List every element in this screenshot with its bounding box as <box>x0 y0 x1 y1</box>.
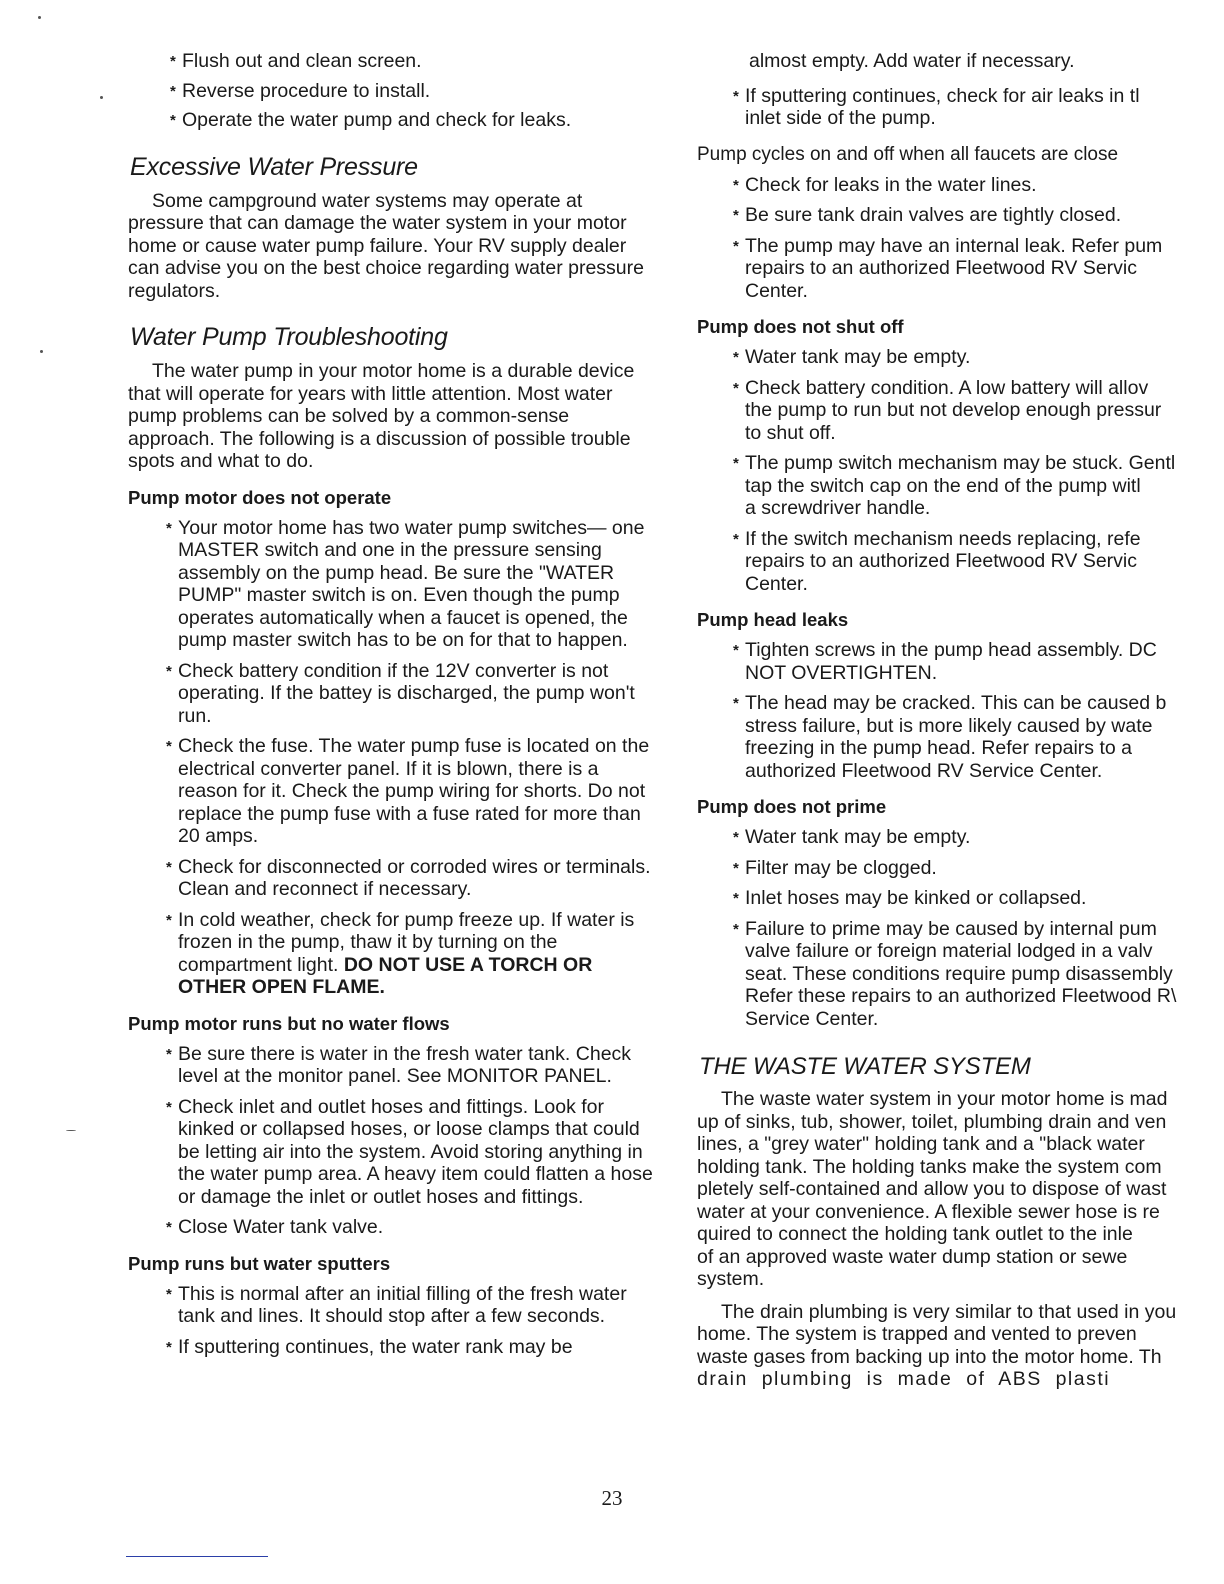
line: The waste water system in your motor home is mad <box>721 1088 1168 1110</box>
line: authorized Fleetwood RV Service Center. <box>745 759 1103 782</box>
line: repairs to an authorized Fleetwood RV Servic <box>745 550 1138 572</box>
not-shut-off-list <box>697 346 1224 595</box>
line: If the switch mechanism needs replacing, refe <box>745 527 1141 550</box>
excessive-pressure-heading: Excessive Water Pressure <box>130 152 418 181</box>
waste-paragraph-2 <box>697 1301 1224 1391</box>
torch-warning: DO NOT USE A TORCH OR OTHER OPEN FLAME. <box>178 953 593 998</box>
list-item <box>697 377 1224 445</box>
continued-text: almost empty. Add water if necessary. <box>749 50 1075 72</box>
line: freezing in the pump head. Refer repairs to a <box>745 737 1132 759</box>
scan-speck <box>40 350 43 353</box>
list-item <box>697 692 1224 782</box>
list-item <box>697 528 1224 596</box>
line: Center. <box>745 279 808 302</box>
line: If sputtering continues, check for air leaks in tl <box>745 84 1140 107</box>
list-item: * Reverse procedure to install. <box>128 80 654 103</box>
line: waste gases from backing up into the motor home. Th <box>697 1345 1162 1368</box>
line: the pump to run but not develop enough pressur <box>745 399 1162 421</box>
line: The pump switch mechanism may be stuck. Gentl <box>745 452 1176 474</box>
list-item <box>697 85 1224 130</box>
line: Refer these repairs to an authorized Fleetwood R\ <box>745 985 1177 1007</box>
line: quired to connect the holding tank outlet to the inle <box>697 1223 1133 1245</box>
line: repairs to an authorized Fleetwood RV Servic <box>745 257 1138 279</box>
line: system. <box>697 1268 765 1290</box>
sputters-heading: Pump runs but water sputters <box>128 1252 391 1274</box>
list-item: * Check inlet and outlet hoses and fittings. Look for kinked or collapsed hoses, or loose clamps that could be letting air into the system. Avoid storing anything in the water pump area. A heavy item could flatten a hose or damage the inlet or outlet hoses and fittings. <box>128 1096 654 1209</box>
head-leaks-heading: Pump head leaks <box>697 609 849 630</box>
waste-paragraph-1 <box>697 1088 1224 1291</box>
list-item: * Check battery condition if the 12V converter is not operating. If the battey is discharged, the pump won't run. <box>128 660 654 728</box>
list-item: * Flush out and clean screen. <box>128 50 654 73</box>
line: pletely self-contained and allow you to dispose of wast <box>697 1178 1167 1200</box>
line: tap the switch cap on the end of the pump witl <box>745 474 1141 497</box>
cycles-list <box>697 174 1224 303</box>
list-item <box>128 909 654 999</box>
no-flow-heading: Pump motor runs but no water flows <box>128 1012 450 1034</box>
list-item: * Inlet hoses may be kinked or collapsed. <box>697 887 1224 910</box>
not-prime-list <box>697 826 1224 1030</box>
scan-speck <box>66 1130 76 1131</box>
line: Center. <box>745 572 808 595</box>
line: inlet side of the pump. <box>745 107 936 129</box>
list-item: * Operate the water pump and check for leaks. <box>128 109 654 132</box>
line: drain plumbing is made of ABS plasti <box>697 1368 1111 1390</box>
not-shut-off-heading: Pump does not shut off <box>697 316 904 337</box>
right-column <box>697 50 1224 1430</box>
head-leaks-list <box>697 639 1224 782</box>
line: up of sinks, tub, shower, toilet, plumbing drain and ven <box>697 1110 1167 1133</box>
line: to shut off. <box>745 421 836 444</box>
list-item: * Check the fuse. The water pump fuse is located on the electrical converter panel. If it is blown, there is a reason for it. Check the pump wiring for shorts. Do not replace the pump fuse with a fuse rated for more than 20 amps. <box>128 735 654 848</box>
list-item <box>697 452 1224 520</box>
screen-steps-list <box>128 50 654 132</box>
line: The drain plumbing is very similar to that used in you <box>721 1300 1177 1323</box>
line: valve failure or foreign material lodged in a valv <box>745 940 1153 962</box>
line: lines, a "grey water" holding tank and a "black water <box>697 1133 1145 1155</box>
line: The head may be cracked. This can be caused b <box>745 692 1167 714</box>
page-number: 23 <box>601 1486 623 1510</box>
list-item: * Water tank may be empty. <box>697 826 1224 849</box>
continued-list <box>697 85 1224 130</box>
excessive-pressure-paragraph: Some campground water systems may operate at pressure that can damage the water system in your motor home or cause water pump failure. Your RV supply dealer can advise you on the best choice regarding water pressure regulators. <box>128 189 644 302</box>
line: The pump may have an internal leak. Refer pum <box>745 234 1163 257</box>
list-item <box>697 639 1224 684</box>
list-item: * Filter may be clogged. <box>697 857 1224 880</box>
line: Failure to prime may be caused by internal pum <box>745 917 1157 940</box>
list-item: * Check for leaks in the water lines. <box>697 174 1224 197</box>
motor-not-operate-heading: Pump motor does not operate <box>128 486 392 508</box>
scan-speck <box>38 16 41 19</box>
list-item: * Your motor home has two water pump switches— one MASTER switch and one in the pressure sensing assembly on the pump head. Be sure the "WATER PUMP" master switch is on. Even though the pump operates automatically when a faucet is opened, the pump master switch has to be on for that to happen. <box>128 517 654 652</box>
line: holding tank. The holding tanks make the system com <box>697 1155 1162 1178</box>
list-item: * Close Water tank valve. <box>128 1216 654 1239</box>
line: NOT OVERTIGHTEN. <box>745 661 938 684</box>
troubleshooting-heading: Water Pump Troubleshooting <box>130 323 448 351</box>
list-item: * Check for disconnected or corroded wires or terminals. Clean and reconnect if necessary. <box>128 856 654 901</box>
list-item: * If sputtering continues, the water rank may be <box>128 1336 654 1359</box>
no-flow-list <box>128 1043 654 1239</box>
line: water at your convenience. A flexible sewer hose is re <box>697 1200 1160 1223</box>
list-item: * Be sure there is water in the fresh water tank. Check level at the monitor panel. See MONITOR PANEL. <box>128 1043 654 1088</box>
not-prime-heading: Pump does not prime <box>697 796 887 817</box>
sputters-list <box>128 1283 654 1359</box>
line: Tighten screws in the pump head assembly. DC <box>745 639 1157 661</box>
line: Check battery condition. A low battery will allov <box>745 376 1149 399</box>
scan-speck <box>100 96 103 99</box>
waste-water-heading: THE WASTE WATER SYSTEM <box>699 1053 1031 1080</box>
line: seat. These conditions require pump disassembly <box>745 962 1173 985</box>
left-column <box>128 50 654 1366</box>
footer-rule <box>126 1556 268 1557</box>
list-item <box>697 918 1224 1031</box>
motor-not-operate-list <box>128 517 654 999</box>
line: stress failure, but is more likely caused by wate <box>745 714 1153 737</box>
troubleshooting-paragraph: The water pump in your motor home is a durable device that will operate for years with little attention. Most water pump problems can be solved by a common-sense approach. The following is a discussion of possible trouble spots and what to do. <box>128 360 635 472</box>
list-item: * Be sure tank drain valves are tightly closed. <box>697 204 1224 227</box>
line: of an approved waste water dump station or sewe <box>697 1245 1128 1268</box>
line: Service Center. <box>745 1007 879 1030</box>
line: home. The system is trapped and vented to preven <box>697 1323 1137 1345</box>
list-item <box>697 235 1224 303</box>
list-item: * Water tank may be empty. <box>697 346 1224 369</box>
cycles-heading: Pump cycles on and off when all faucets are close <box>697 143 1119 165</box>
list-item: * This is normal after an initial filling of the fresh water tank and lines. It should stop after a few seconds. <box>128 1283 654 1328</box>
cold-weather-text: In cold weather, check for pump freeze up. If water is frozen in the pump, thaw it by turning on the compartment light. <box>178 908 635 976</box>
line: a screwdriver handle. <box>745 497 931 519</box>
